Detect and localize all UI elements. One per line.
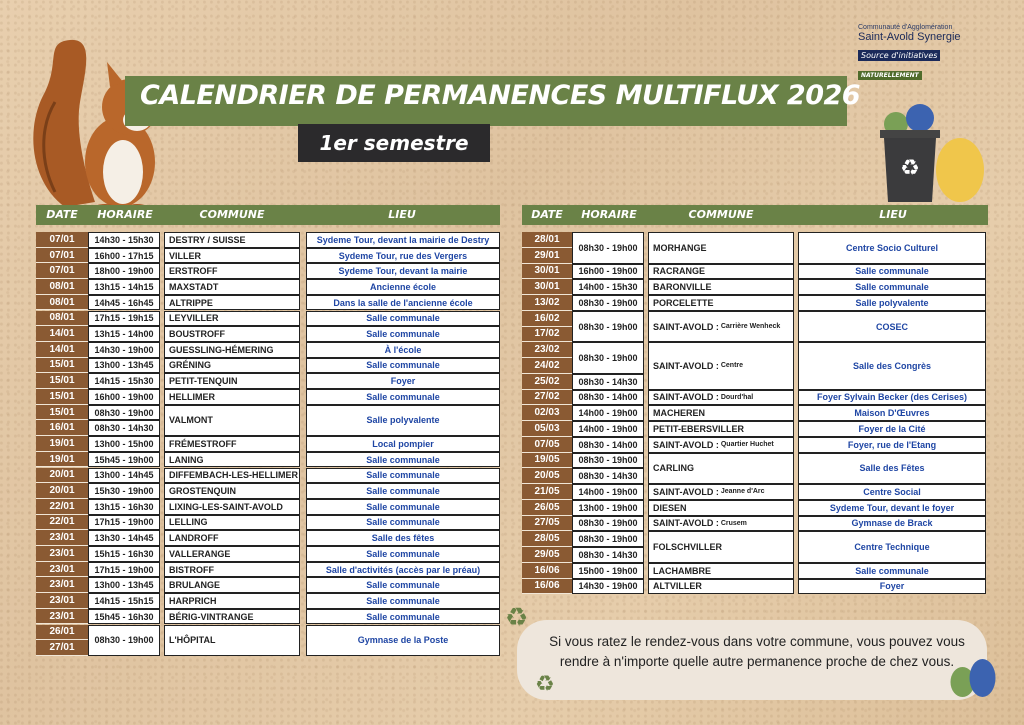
commune-cell — [648, 516, 794, 532]
horaire-cell: 08h30 - 19h00 — [572, 516, 644, 532]
date-cell: 23/01 — [36, 593, 88, 609]
header-date: DATE — [46, 208, 78, 221]
horaire-cell: 08h30 - 14h30 — [572, 374, 644, 390]
date-cell: 29/01 — [522, 248, 572, 264]
recycling-bin-icon — [878, 100, 988, 205]
horaire-cell: 14h45 - 16h45 — [88, 295, 160, 311]
logo-tagline2: NATURELLEMENT — [858, 71, 922, 80]
commune-name: VILLER — [169, 250, 202, 261]
commune-district: Centre — [720, 362, 744, 370]
horaire-cell: 08h30 - 19h00 — [572, 295, 644, 311]
date-cell: 25/02 — [522, 374, 572, 390]
commune-name: LELLING — [169, 517, 208, 528]
lieu-cell: Salle communale — [306, 577, 500, 593]
date-cell: 20/05 — [522, 468, 572, 484]
horaire-cell: 17h15 - 19h00 — [88, 562, 160, 578]
date-cell: 23/01 — [36, 530, 88, 546]
commune-cell — [164, 263, 300, 279]
horaire-cell: 13h00 - 13h45 — [88, 358, 160, 374]
date-cell: 16/01 — [36, 420, 88, 436]
recycle-arrows-icon: ♻ — [505, 603, 529, 633]
header-horaire: HORAIRE — [97, 208, 153, 221]
date-cell: 30/01 — [522, 279, 572, 295]
logo-line1: Communauté d'Agglomération — [858, 24, 953, 31]
lieu-cell: Salle communale — [306, 609, 500, 625]
commune-cell — [648, 295, 794, 311]
horaire-cell: 16h00 - 19h00 — [572, 264, 644, 280]
horaire-cell: 14h15 - 15h30 — [88, 373, 160, 389]
commune-name: DIFFEMBACH-LES-HELLIMER — [169, 470, 298, 481]
logo-line2: Saint-Avold Synergie — [858, 31, 961, 43]
commune-cell — [648, 264, 794, 280]
date-cell: 15/01 — [36, 405, 88, 421]
commune-name: FRÉMESTROFF — [169, 438, 237, 449]
commune-name: MACHEREN — [653, 408, 706, 419]
commune-cell — [164, 279, 300, 295]
commune-cell — [164, 342, 300, 358]
horaire-cell: 08h30 - 19h00 — [572, 342, 644, 374]
commune-cell — [164, 593, 300, 609]
lieu-cell: Local pompier — [306, 436, 500, 452]
horaire-cell: 08h30 - 14h30 — [572, 547, 644, 563]
date-cell: 30/01 — [522, 264, 572, 280]
date-cell: 27/01 — [36, 640, 88, 656]
horaire-cell: 13h00 - 19h00 — [572, 500, 644, 516]
horaire-cell: 17h15 - 19h15 — [88, 311, 160, 327]
lieu-cell: Salle communale — [798, 264, 986, 280]
commune-cell — [648, 453, 794, 485]
commune-name: MAXSTADT — [169, 281, 219, 292]
commune-district: Jeanne d'Arc — [720, 488, 765, 496]
header-lieu: LIEU — [879, 208, 907, 221]
commune-district: Quartier Huchet — [720, 441, 774, 449]
horaire-cell: 15h00 - 19h00 — [572, 563, 644, 579]
commune-name: SAINT-AVOLD : — [653, 486, 719, 497]
lieu-cell: Salle polyvalente — [798, 295, 986, 311]
horaire-cell: 15h15 - 16h30 — [88, 546, 160, 562]
lieu-cell: Foyer de la Cité — [798, 421, 986, 437]
date-cell: 28/01 — [522, 232, 572, 248]
lieu-cell: Dans la salle de l'ancienne école — [306, 295, 500, 311]
commune-name: BÉRIG-VINTRANGE — [169, 611, 254, 622]
lieu-cell: Salle communale — [306, 389, 500, 405]
commune-cell — [648, 531, 794, 563]
commune-cell — [648, 405, 794, 421]
commune-cell — [164, 483, 300, 499]
date-cell: 19/01 — [36, 452, 88, 468]
commune-cell — [164, 515, 300, 531]
horaire-cell: 15h45 - 19h00 — [88, 452, 160, 468]
commune-name: GRÉNING — [169, 360, 212, 371]
commune-name: SAINT-AVOLD : — [653, 392, 719, 403]
page-title: CALENDRIER DE PERMANENCES MULTIFLUX 2026 — [140, 80, 861, 111]
date-cell: 07/01 — [36, 263, 88, 279]
horaire-cell: 14h00 - 19h00 — [572, 421, 644, 437]
horaire-cell: 08h30 - 19h00 — [572, 232, 644, 264]
commune-name: BOUSTROFF — [169, 329, 225, 340]
commune-name: PORCELETTE — [653, 297, 714, 308]
commune-name: CARLING — [653, 463, 694, 474]
commune-cell — [164, 373, 300, 389]
agglomeration-logo — [858, 24, 998, 94]
horaire-cell: 16h00 - 19h00 — [88, 389, 160, 405]
date-cell: 22/01 — [36, 515, 88, 531]
commune-name: GUESSLING-HÉMERING — [169, 344, 274, 355]
lieu-cell: Foyer — [798, 579, 986, 595]
commune-name: BRULANGE — [169, 580, 220, 591]
commune-cell — [648, 311, 794, 343]
lieu-cell: Salle communale — [798, 279, 986, 295]
commune-name: RACRANGE — [653, 266, 706, 277]
horaire-cell: 18h00 - 19h00 — [88, 263, 160, 279]
lieu-cell: Salle communale — [306, 499, 500, 515]
recycle-arrows-icon: ♻ — [535, 672, 555, 697]
commune-name: VALLERANGE — [169, 548, 231, 559]
horaire-cell: 13h15 - 14h00 — [88, 326, 160, 342]
commune-name: LANING — [169, 454, 204, 465]
lieu-cell: Sydeme Tour, devant le foyer — [798, 500, 986, 516]
commune-name: LIXING-LES-SAINT-AVOLD — [169, 501, 283, 512]
horaire-cell: 17h15 - 19h00 — [88, 515, 160, 531]
horaire-cell: 13h00 - 15h00 — [88, 436, 160, 452]
commune-district: Carrière Wenheck — [720, 323, 781, 330]
left-table-header — [36, 205, 500, 225]
date-cell: 16/02 — [522, 311, 572, 327]
commune-district: Dourd'hal — [720, 393, 754, 401]
commune-name: LANDROFF — [169, 533, 219, 544]
date-cell: 24/02 — [522, 358, 572, 374]
commune-cell — [164, 499, 300, 515]
horaire-cell: 08h30 - 19h00 — [572, 453, 644, 469]
info-note-text: Si vous ratez le rendez-vous dans votre commune, vous pouvez vous rendre à n'importe quelle autre permanence proche de chez vous. — [549, 634, 965, 669]
commune-cell — [164, 468, 300, 484]
commune-name: ERSTROFF — [169, 266, 218, 277]
date-cell: 15/01 — [36, 373, 88, 389]
lieu-cell: Gymnase de la Poste — [306, 625, 500, 656]
horaire-cell: 13h30 - 14h45 — [88, 530, 160, 546]
lieu-cell: COSEC — [798, 311, 986, 343]
commune-cell — [164, 452, 300, 468]
date-cell: 16/06 — [522, 579, 572, 595]
date-cell: 16/06 — [522, 563, 572, 579]
commune-cell — [164, 326, 300, 342]
horaire-cell: 08h30 - 19h00 — [572, 531, 644, 547]
lieu-cell: Ancienne école — [306, 279, 500, 295]
commune-name: LEYVILLER — [169, 313, 219, 324]
horaire-cell: 14h00 - 19h00 — [572, 405, 644, 421]
date-cell: 05/03 — [522, 421, 572, 437]
date-cell: 27/02 — [522, 390, 572, 406]
horaire-cell: 15h30 - 19h00 — [88, 483, 160, 499]
commune-name: PETIT-TENQUIN — [169, 376, 238, 387]
commune-name: HARPRICH — [169, 595, 217, 606]
commune-name: FOLSCHVILLER — [653, 542, 722, 552]
commune-name: SAINT-AVOLD : — [653, 439, 719, 450]
lieu-cell: Salle communale — [306, 311, 500, 327]
semester-badge: 1er semestre — [298, 124, 490, 162]
date-cell: 15/01 — [36, 358, 88, 374]
commune-district: Crusem — [720, 519, 747, 527]
lieu-cell: À l'école — [306, 342, 500, 358]
date-cell: 07/05 — [522, 437, 572, 453]
horaire-cell: 08h30 - 14h00 — [572, 437, 644, 453]
lieu-cell: Salle communale — [306, 593, 500, 609]
horaire-cell: 13h15 - 16h30 — [88, 499, 160, 515]
date-cell: 27/05 — [522, 516, 572, 532]
commune-cell — [164, 311, 300, 327]
lieu-cell: Sydeme Tour, devant la mairie — [306, 263, 500, 279]
lieu-cell: Salle des Congrès — [798, 342, 986, 389]
lieu-cell: Centre Social — [798, 484, 986, 500]
commune-cell — [164, 358, 300, 374]
horaire-cell: 08h30 - 14h30 — [572, 468, 644, 484]
commune-name: VALMONT — [169, 415, 213, 426]
commune-cell — [648, 342, 794, 389]
lieu-cell: Salle communale — [306, 326, 500, 342]
commune-cell — [164, 248, 300, 264]
lieu-cell: Salle communale — [798, 563, 986, 579]
commune-cell — [164, 530, 300, 546]
date-cell: 23/02 — [522, 342, 572, 358]
date-cell: 21/05 — [522, 484, 572, 500]
commune-name: MORHANGE — [653, 242, 707, 253]
commune-name: SAINT-AVOLD : — [653, 518, 719, 529]
date-cell: 20/01 — [36, 468, 88, 484]
commune-cell — [164, 609, 300, 625]
lieu-cell: Centre Technique — [798, 531, 986, 563]
commune-cell — [648, 421, 794, 437]
header-commune: COMMUNE — [199, 208, 265, 221]
lieu-cell: Salle communale — [306, 468, 500, 484]
right-table-header — [522, 205, 988, 225]
commune-cell — [648, 579, 794, 595]
date-cell: 23/01 — [36, 577, 88, 593]
commune-cell — [164, 546, 300, 562]
date-cell: 19/05 — [522, 453, 572, 469]
commune-cell — [648, 390, 794, 406]
lieu-cell: Salle d'activités (accès par le préau) — [306, 562, 500, 578]
header-lieu: LIEU — [388, 208, 416, 221]
date-cell: 23/01 — [36, 546, 88, 562]
commune-cell — [648, 484, 794, 500]
horaire-cell: 14h30 - 19h00 — [88, 342, 160, 358]
lieu-cell: Gymnase de Brack — [798, 516, 986, 532]
header-date: DATE — [531, 208, 563, 221]
commune-cell — [164, 232, 300, 248]
commune-cell — [164, 389, 300, 405]
commune-name: BISTROFF — [169, 564, 214, 575]
garbage-bag-icon — [945, 650, 1000, 700]
commune-cell — [164, 562, 300, 578]
date-cell: 29/05 — [522, 547, 572, 563]
horaire-cell: 13h00 - 13h45 — [88, 577, 160, 593]
date-cell: 23/01 — [36, 562, 88, 578]
commune-name: BARONVILLE — [653, 282, 712, 293]
logo-tagline: Source d'initiatives — [858, 50, 940, 61]
date-cell: 17/02 — [522, 327, 572, 343]
header-horaire: HORAIRE — [581, 208, 637, 221]
commune-cell — [648, 279, 794, 295]
commune-name: L'HÔPITAL — [169, 635, 216, 646]
horaire-cell: 08h30 - 19h00 — [572, 311, 644, 343]
lieu-cell: Salle communale — [306, 483, 500, 499]
horaire-cell: 16h00 - 17h15 — [88, 248, 160, 264]
date-cell: 08/01 — [36, 311, 88, 327]
lieu-cell: Centre Socio Culturel — [798, 232, 986, 264]
commune-cell — [648, 563, 794, 579]
lieu-cell: Foyer — [306, 373, 500, 389]
commune-name: ALTRIPPE — [169, 297, 213, 308]
commune-name: HELLIMER — [169, 391, 215, 402]
horaire-cell: 14h15 - 15h15 — [88, 593, 160, 609]
commune-cell — [164, 577, 300, 593]
date-cell: 15/01 — [36, 389, 88, 405]
horaire-cell: 14h30 - 19h00 — [572, 579, 644, 595]
commune-name: GROSTENQUIN — [169, 486, 237, 497]
date-cell: 20/01 — [36, 483, 88, 499]
horaire-cell: 14h00 - 15h30 — [572, 279, 644, 295]
commune-cell — [648, 232, 794, 264]
commune-name: DESTRY / SUISSE — [169, 234, 246, 245]
info-note — [517, 620, 987, 700]
date-cell: 07/01 — [36, 232, 88, 248]
lieu-cell: Maison D'Œuvres — [798, 405, 986, 421]
commune-cell — [648, 437, 794, 453]
date-cell: 19/01 — [36, 436, 88, 452]
horaire-cell: 14h00 - 19h00 — [572, 484, 644, 500]
lieu-cell: Salle communale — [306, 515, 500, 531]
horaire-cell: 15h45 - 16h30 — [88, 609, 160, 625]
horaire-cell: 08h30 - 14h00 — [572, 390, 644, 406]
commune-name: SAINT-AVOLD : — [653, 321, 719, 332]
date-cell: 14/01 — [36, 326, 88, 342]
commune-name: PETIT-EBERSVILLER — [653, 423, 745, 434]
horaire-cell: 08h30 - 19h00 — [88, 625, 160, 656]
horaire-cell: 13h15 - 14h15 — [88, 279, 160, 295]
date-cell: 28/05 — [522, 531, 572, 547]
lieu-cell: Salle des Fêtes — [798, 453, 986, 485]
date-cell: 02/03 — [522, 405, 572, 421]
date-cell: 14/01 — [36, 342, 88, 358]
lieu-cell: Foyer Sylvain Becker (des Cerises) — [798, 390, 986, 406]
commune-name: LACHAMBRE — [653, 565, 711, 576]
commune-cell — [648, 500, 794, 516]
lieu-cell: Sydeme Tour, devant la mairie de Destry — [306, 232, 500, 248]
date-cell: 23/01 — [36, 609, 88, 625]
horaire-cell: 08h30 - 14h30 — [88, 420, 160, 436]
commune-name: ALTVILLER — [653, 581, 702, 592]
svg-text:♻: ♻ — [900, 156, 920, 181]
commune-name: DIESEN — [653, 502, 687, 513]
header-commune: COMMUNE — [688, 208, 754, 221]
lieu-cell: Sydeme Tour, rue des Vergers — [306, 248, 500, 264]
date-cell: 13/02 — [522, 295, 572, 311]
commune-cell — [164, 405, 300, 436]
lieu-cell: Foyer, rue de l'Etang — [798, 437, 986, 453]
horaire-cell: 13h00 - 14h45 — [88, 468, 160, 484]
lieu-cell: Salle polyvalente — [306, 405, 500, 436]
commune-name: SAINT-AVOLD : — [653, 360, 719, 371]
lieu-cell: Salle communale — [306, 358, 500, 374]
commune-cell — [164, 436, 300, 452]
commune-cell — [164, 295, 300, 311]
date-cell: 08/01 — [36, 295, 88, 311]
lieu-cell: Salle communale — [306, 452, 500, 468]
commune-cell — [164, 625, 300, 656]
date-cell: 26/01 — [36, 625, 88, 641]
date-cell: 22/01 — [36, 499, 88, 515]
date-cell: 26/05 — [522, 500, 572, 516]
lieu-cell: Salle communale — [306, 546, 500, 562]
horaire-cell: 14h30 - 15h30 — [88, 232, 160, 248]
horaire-cell: 08h30 - 19h00 — [88, 405, 160, 421]
date-cell: 08/01 — [36, 279, 88, 295]
lieu-cell: Salle des fêtes — [306, 530, 500, 546]
date-cell: 07/01 — [36, 248, 88, 264]
